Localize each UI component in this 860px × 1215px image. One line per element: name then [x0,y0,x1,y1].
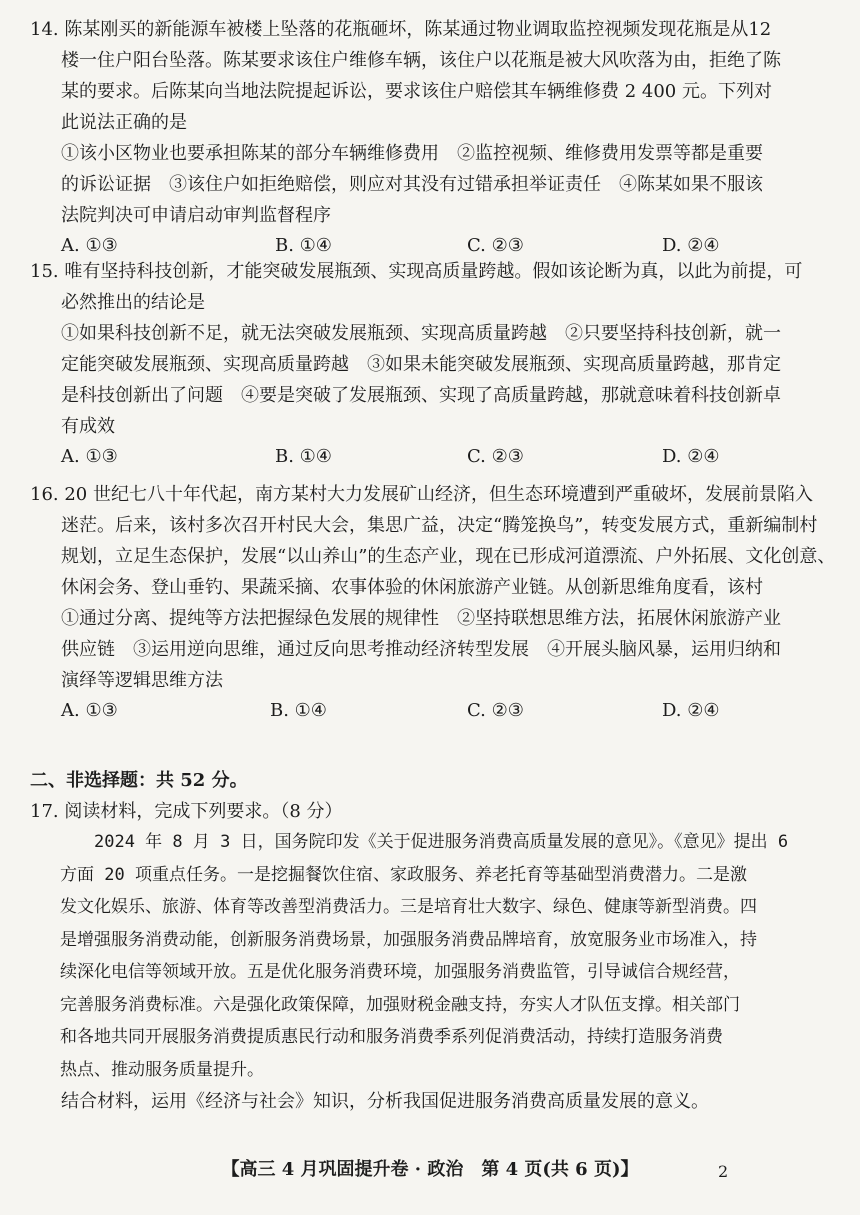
question-14-stem: 楼一住户阳台坠落。陈某要求该住户维修车辆，该住户以花瓶是被大风吹落为由，拒绝了陈 [61,50,781,71]
question-16 [30,479,835,726]
corner-mark: 2 [718,1162,729,1181]
material-line: 发文化娱乐、旅游、体育等改善型消费活力。三是培育壮大数字、绿色、健康等新型消费。四 [60,897,757,917]
section-2-title: 二、非选择题：共 52 分。 [30,770,248,791]
question-15-statements: 定能突破发展瓶颈、实现高质量跨越 ③如果未能突破发展瓶颈、实现高质量跨越，那肯定 [61,354,781,375]
material-line: 和各地共同开展服务消费提质惠民行动和服务消费季系列促消费活动，持续打造服务消费 [60,1027,723,1047]
material-line: 完善服务消费标准。六是强化政策保障，加强财税金融支持，夯实人才队伍支撑。相关部门 [60,994,740,1015]
question-17-header [30,796,835,827]
question-14-stem: 此说法正确的是 [61,112,187,133]
question-15-options [30,442,835,472]
option-b[interactable]: B. ①④ [275,446,332,467]
option-a[interactable]: A. ①③ [61,700,118,721]
question-16-options [30,696,835,726]
question-17-title: 17. 阅读材料，完成下列要求。（8 分） [30,801,343,822]
question-14-stem: 14. 陈某刚买的新能源车被楼上坠落的花瓶砸坏，陈某通过物业调取监控视频发现花瓶是从12 [30,19,772,40]
question-17-requirement: 结合材料，运用《经济与社会》知识，分析我国促进服务消费高质量发展的意义。 [61,1091,709,1112]
question-15-statements: 是科技创新出了问题 ④要是突破了发展瓶颈、实现了高质量跨越，那就意味着科技创新卓 [61,385,781,406]
option-a[interactable]: A. ①③ [61,446,118,467]
question-16-stem: 规划，立足生态保护，发展“以山养山”的生态产业，现在已形成河道漂流、户外拓展、文化创意、 [61,546,835,567]
option-b[interactable]: B. ①④ [270,700,327,721]
question-15-stem: 必然推出的结论是 [61,292,205,313]
question-16-stem: 16. 20 世纪七八十年代起，南方某村大力发展矿山经济，但生态环境遭到严重破坏，发展前景陷入 [30,484,813,505]
question-17-prompt [30,1086,835,1117]
question-15-stem: 15. 唯有坚持科技创新，才能突破发展瓶颈、实现高质量跨越。假如该论断为真，以此为前提，可 [30,261,803,282]
question-15-statements: ①如果科技创新不足，就无法突破发展瓶颈、实现高质量跨越 ②只要坚持科技创新，就一 [61,323,781,344]
material-line: 2024 年 8 月 3 日，国务院印发《关于促进服务消费高质量发展的意见》。《意见》提出 6 [60,832,789,852]
option-c[interactable]: C. ②③ [467,235,524,256]
question-16-statements: ①通过分离、提纯等方法把握绿色发展的规律性 ②坚持联想思维方法，拓展休闲旅游产业 [61,608,781,629]
option-d[interactable]: D. ②④ [662,235,720,256]
question-16-stem: 迷茫。后来，该村多次召开村民大会，集思广益，决定“腾笼换鸟”，转变发展方式，重新编制村 [61,515,818,536]
question-14-statements: 的诉讼证据 ③该住户如拒绝赔偿，则应对其没有过错承担举证责任 ④陈某如果不服该 [61,174,763,195]
question-16-stem: 休闲会务、登山垂钓、果蔬采摘、农事体验的休闲旅游产业链。从创新思维角度看，该村 [61,577,763,598]
material-line: 方面 20 项重点任务。一是挖掘餐饮住宿、家政服务、养老托育等基础型消费潜力。二是激 [60,864,747,885]
option-b[interactable]: B. ①④ [275,235,332,256]
question-17-material [60,826,830,1086]
material-line: 是增强服务消费动能，创新服务消费场景，加强服务消费品牌培育，放宽服务业市场准入，持 [60,929,757,950]
material-line: 热点、推动服务质量提升。 [60,1059,264,1080]
question-14 [30,14,835,261]
option-d[interactable]: D. ②④ [662,446,720,467]
option-d[interactable]: D. ②④ [662,700,720,721]
question-14-stem: 某的要求。后陈某向当地法院提起诉讼，要求该住户赔偿其车辆维修费 2 400 元。下列对 [61,81,772,102]
option-a[interactable]: A. ①③ [61,235,118,256]
question-16-statements: 供应链 ③运用逆向思维，通过反向思考推动经济转型发展 ④开展头脑风暴，运用归纳和 [61,639,781,660]
option-c[interactable]: C. ②③ [467,446,524,467]
page-footer: 【高三 4 月巩固提升卷 · 政治 第 4 页(共 6 页)】 [221,1159,639,1180]
material-line: 续深化电信等领域开放。五是优化服务消费环境，加强服务消费监管，引导诚信合规经营， [60,962,740,982]
question-14-statements: ①该小区物业也要承担陈某的部分车辆维修费用 ②监控视频、维修费用发票等都是重要 [61,143,763,164]
question-14-statements: 法院判决可申请启动审判监督程序 [61,205,331,226]
option-c[interactable]: C. ②③ [467,700,524,721]
question-15-statements: 有成效 [61,416,115,437]
question-15 [30,256,835,472]
question-16-statements: 演绎等逻辑思维方法 [61,670,223,691]
